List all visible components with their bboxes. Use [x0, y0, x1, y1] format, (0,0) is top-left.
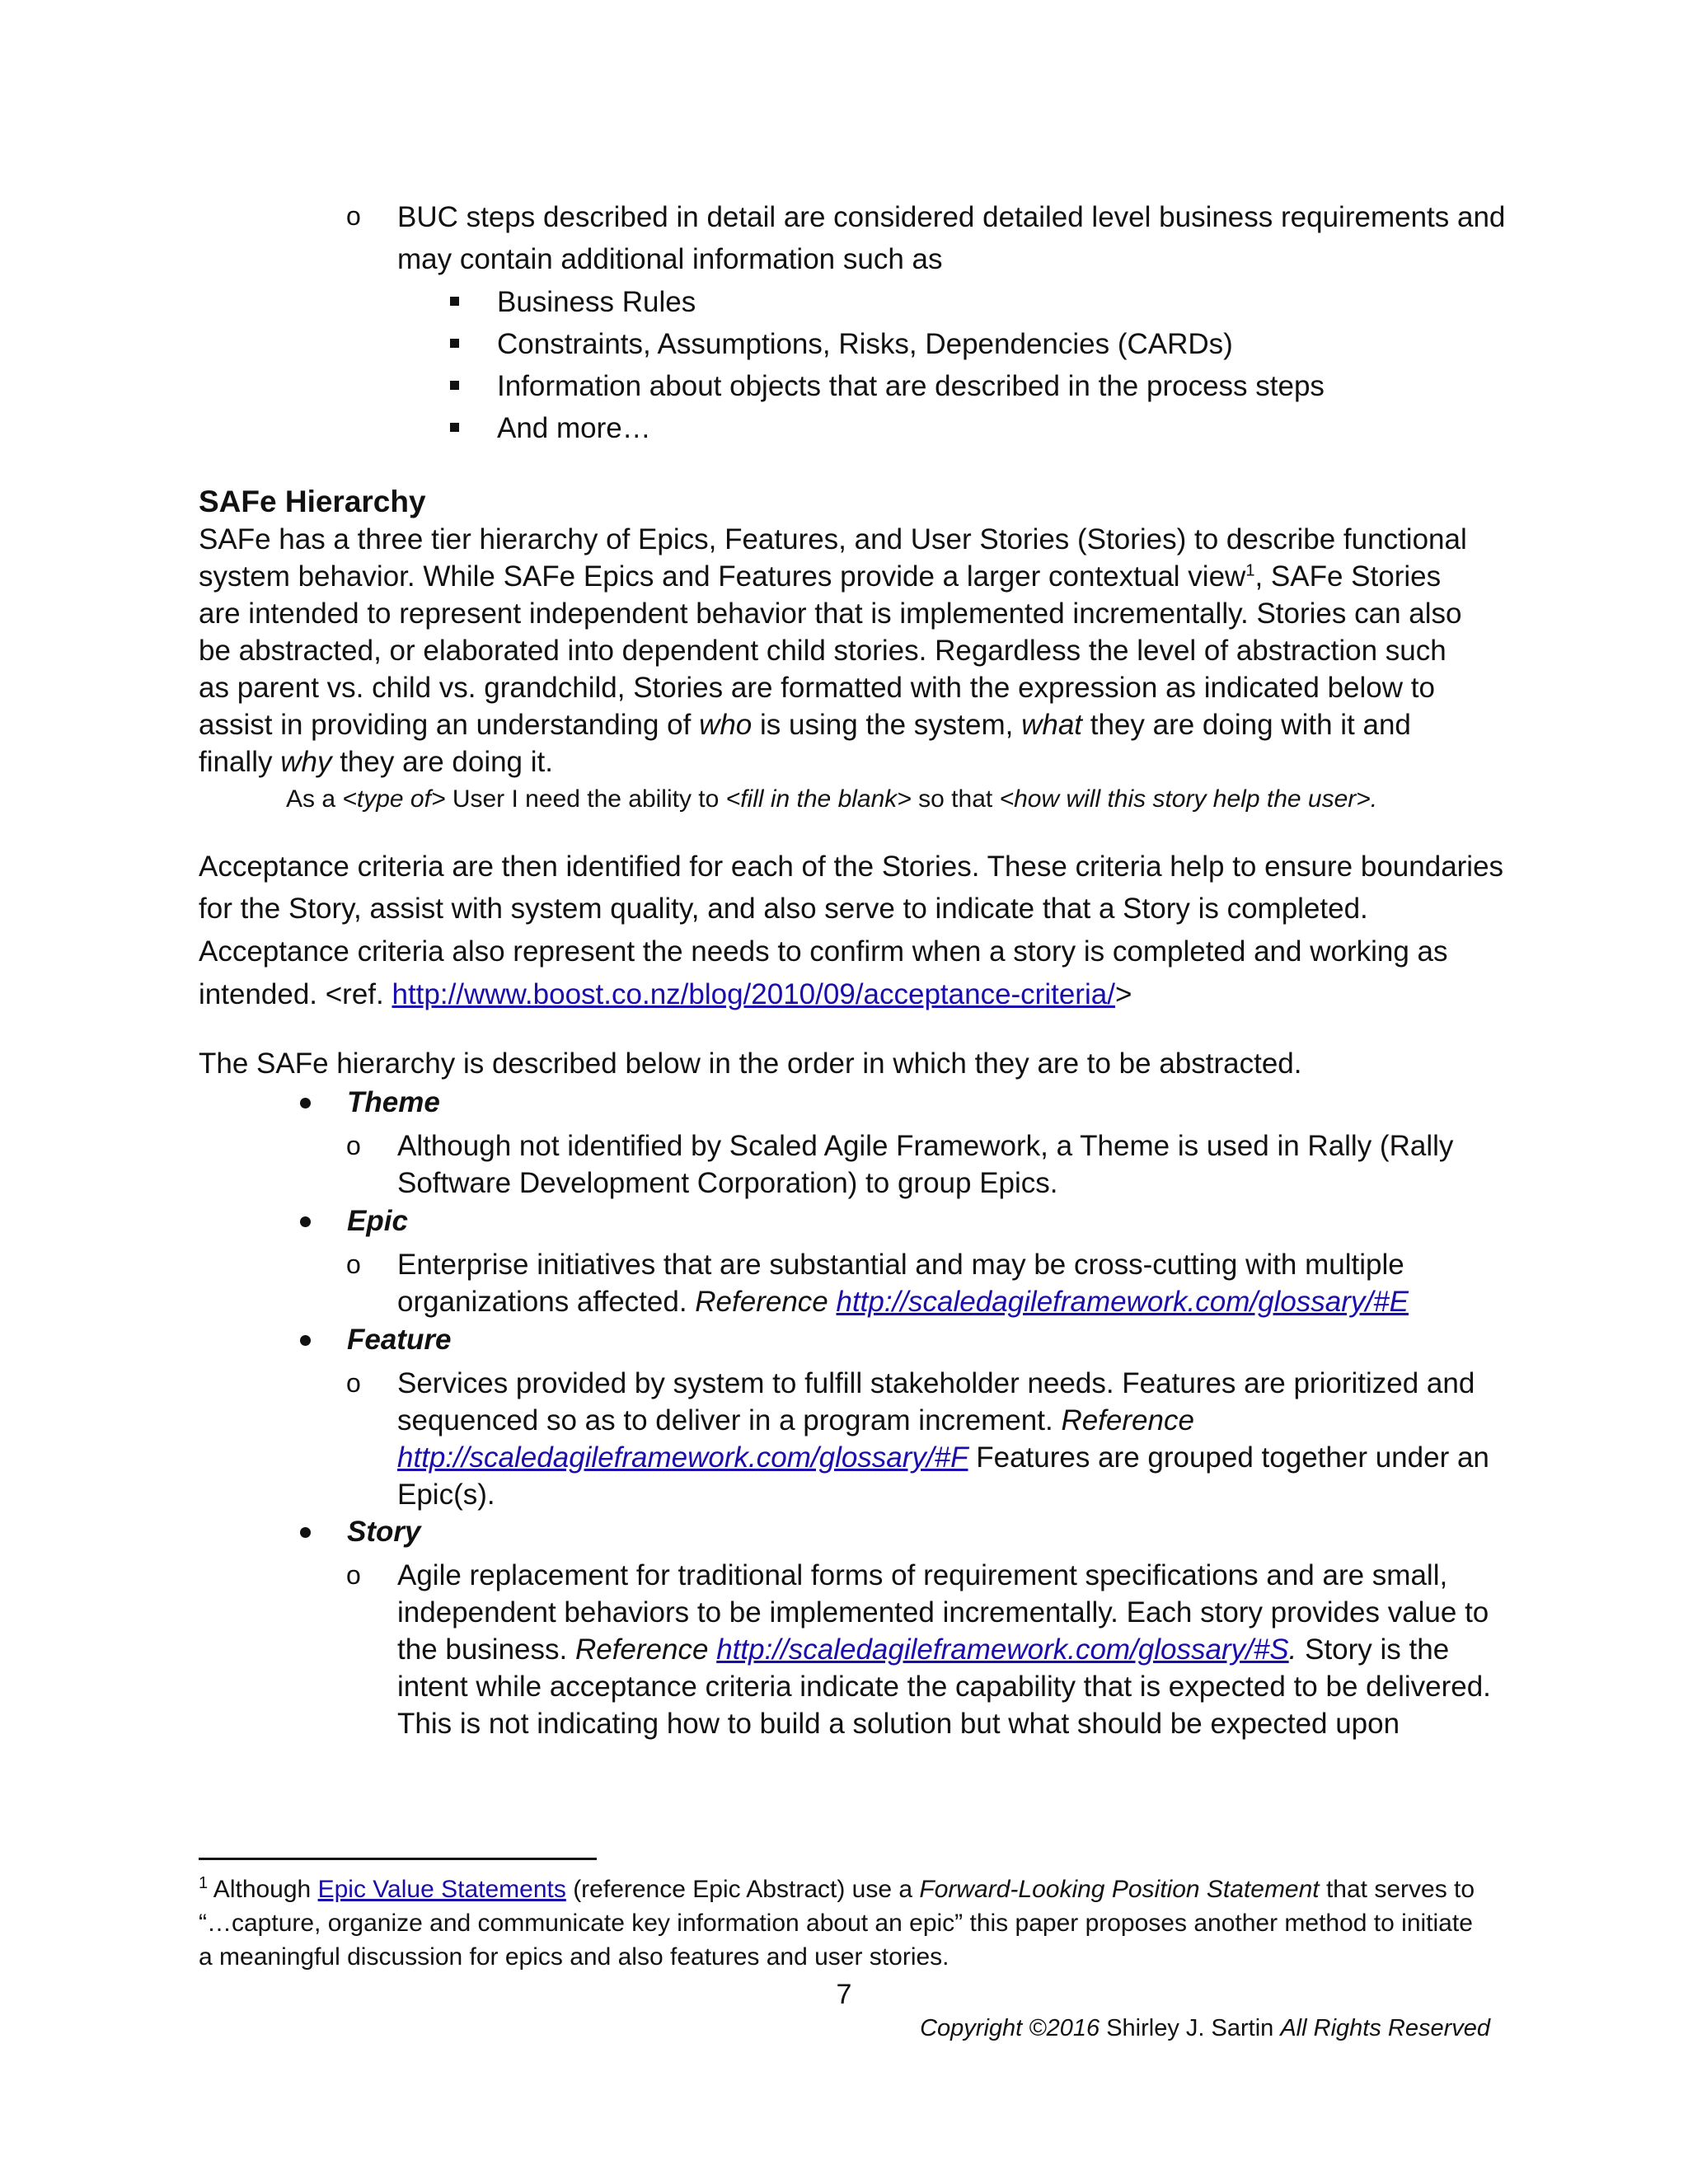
story-format-c: User I need the ability to [445, 785, 726, 813]
circle-bullet-icon: o [346, 1560, 361, 1590]
order-intro: The SAFe hierarchy is described below in the order in which they are to be abstracted. [199, 1047, 1302, 1080]
acceptance-line: Acceptance criteria also represent the needs to confirm when a story is completed and working as [199, 935, 1448, 968]
bullet-icon [300, 1335, 311, 1346]
square-bullet-icon [450, 423, 459, 432]
copyright-c: All Rights Reserved [1280, 2015, 1490, 2041]
p1-text-a: SAFe has a three tier hierarchy of Epics, Features, and User Stories (Stories) to describe functional system behavior. While SAFe Epics and Features provide a larger contextual view [199, 523, 1467, 593]
square-bullet-icon [450, 381, 459, 390]
feature-desc-text: Services provided by system to fulfill stakeholder needs. Features are prioritized and sequenced so as to deliver in a program increment. [397, 1367, 1475, 1436]
epic-desc-text: Enterprise initiatives that are substantial and may be cross-cutting with multiple organizations affected. [397, 1249, 1404, 1318]
epic-ref-label: Reference [695, 1286, 828, 1318]
copyright-author: Shirley J. Sartin [1100, 2015, 1281, 2041]
story-glossary-link[interactable]: http://scaledagileframework.com/glossary/#S [716, 1633, 1289, 1666]
story-desc-after: Story is the intent while acceptance criteria indicate the capability that is expected to be delivered. This is not indicating how to build a solution but what should be expected upon [397, 1633, 1491, 1740]
acceptance-line [199, 973, 1132, 1015]
story-format-d: <fill in the blank> [725, 785, 912, 813]
story-ref-dot: . [1288, 1633, 1297, 1666]
footnote-text-b: (reference Epic Abstract) use a [565, 1876, 920, 1903]
level-title-feature: Feature [347, 1324, 452, 1356]
copyright [920, 2012, 1490, 2045]
level-desc-story [397, 1557, 1493, 1742]
feature-ref-label: Reference [1061, 1404, 1194, 1436]
footnote-text-a: Although [208, 1876, 318, 1903]
level-desc-feature [397, 1365, 1493, 1513]
circle-bullet-icon: o [346, 1368, 361, 1398]
p1-what: what [1021, 709, 1083, 741]
story-format-e: so that [911, 785, 1000, 813]
square-bullet-icon [450, 339, 459, 348]
bullet-icon [300, 1216, 311, 1227]
story-format [286, 783, 1377, 816]
epic-value-statements-link[interactable]: Epic Value Statements [317, 1876, 566, 1903]
safe-paragraph [199, 521, 1484, 780]
section-heading: SAFe Hierarchy [199, 485, 426, 518]
story-ref-label: Reference [574, 1633, 709, 1666]
buc-text-line1: BUC steps described in detail are considered detailed level business requirements and [397, 201, 1506, 233]
level-title-epic: Epic [347, 1205, 408, 1237]
p1-why: why [280, 746, 332, 778]
buc-item: Business Rules [497, 286, 696, 318]
footnote-ref[interactable]: 1 [1245, 561, 1255, 580]
circle-bullet-icon: o [346, 201, 361, 231]
level-title-story: Story [347, 1516, 421, 1548]
p1-text-d: they are doing with it and finally [199, 709, 1411, 778]
p1-who: who [699, 709, 753, 741]
story-format-b: <type of> [342, 785, 446, 813]
story-format-f: <how will this story help the user>. [999, 785, 1378, 813]
level-desc-theme: Although not identified by Scaled Agile Framework, a Theme is used in Rally (Rally Software Development Corporation) to group Epics. [397, 1130, 1454, 1199]
footnote [199, 1872, 1484, 1974]
bullet-icon [300, 1527, 311, 1538]
footnote-text-c: that serves to “…capture, organize and communicate key information about an epic” this paper proposes another method to initiate a meaningful discussion for epics and also features and user stories. [199, 1876, 1475, 1971]
footnote-italic: Forward-Looking Position Statement [919, 1876, 1320, 1903]
feature-glossary-link[interactable]: http://scaledagileframework.com/glossary/#F [397, 1441, 968, 1474]
square-bullet-icon [450, 297, 459, 306]
level-title-theme: Theme [347, 1086, 440, 1118]
acceptance-line: Acceptance criteria are then identified for each of the Stories. These criteria help to ensure boundaries [199, 851, 1504, 883]
p1-text-e: they are doing it. [331, 746, 553, 778]
acceptance-text: intended. <ref. [199, 978, 392, 1010]
epic-glossary-link[interactable]: http://scaledagileframework.com/glossary/#E [836, 1286, 1409, 1318]
buc-item: Information about objects that are described in the process steps [497, 370, 1325, 402]
copyright-a: Copyright ©2016 [920, 2015, 1100, 2041]
buc-item: Constraints, Assumptions, Risks, Dependencies (CARDs) [497, 328, 1233, 360]
bullet-icon [300, 1098, 311, 1108]
page-number: 7 [836, 1979, 852, 2010]
p1-text-b: , SAFe Stories are intended to represent independent behavior that is implemented incrementally. Stories can also be abstracted, or elaborated into dependent child stories. Regardless the level of abstraction such as parent vs. child vs. grandchild, Stories are formatted with the expression as indicated below to assist in providing an understanding of [199, 560, 1462, 741]
circle-bullet-icon: o [346, 1131, 361, 1160]
circle-bullet-icon: o [346, 1249, 361, 1279]
buc-text-line2: may contain additional information such as [397, 243, 943, 275]
footnote-separator [199, 1858, 597, 1860]
story-desc-text: Agile replacement for traditional forms of requirement specifications and are small, independent behaviors to be implemented incrementally. Each story provides value to the business. [397, 1559, 1489, 1666]
feature-desc-after: Features are grouped together under an Epic(s). [397, 1441, 1489, 1511]
level-desc-epic [397, 1246, 1493, 1320]
acceptance-criteria-link[interactable]: http://www.boost.co.nz/blog/2010/09/acceptance-criteria/ [392, 978, 1115, 1010]
acceptance-text-end: > [1114, 978, 1132, 1010]
p1-text-c: is using the system, [752, 709, 1022, 741]
acceptance-line: for the Story, assist with system quality, and also serve to indicate that a Story is completed. [199, 893, 1368, 925]
footnote-number: 1 [199, 1874, 209, 1892]
buc-item: And more… [497, 412, 651, 444]
story-format-a: As a [286, 785, 343, 813]
